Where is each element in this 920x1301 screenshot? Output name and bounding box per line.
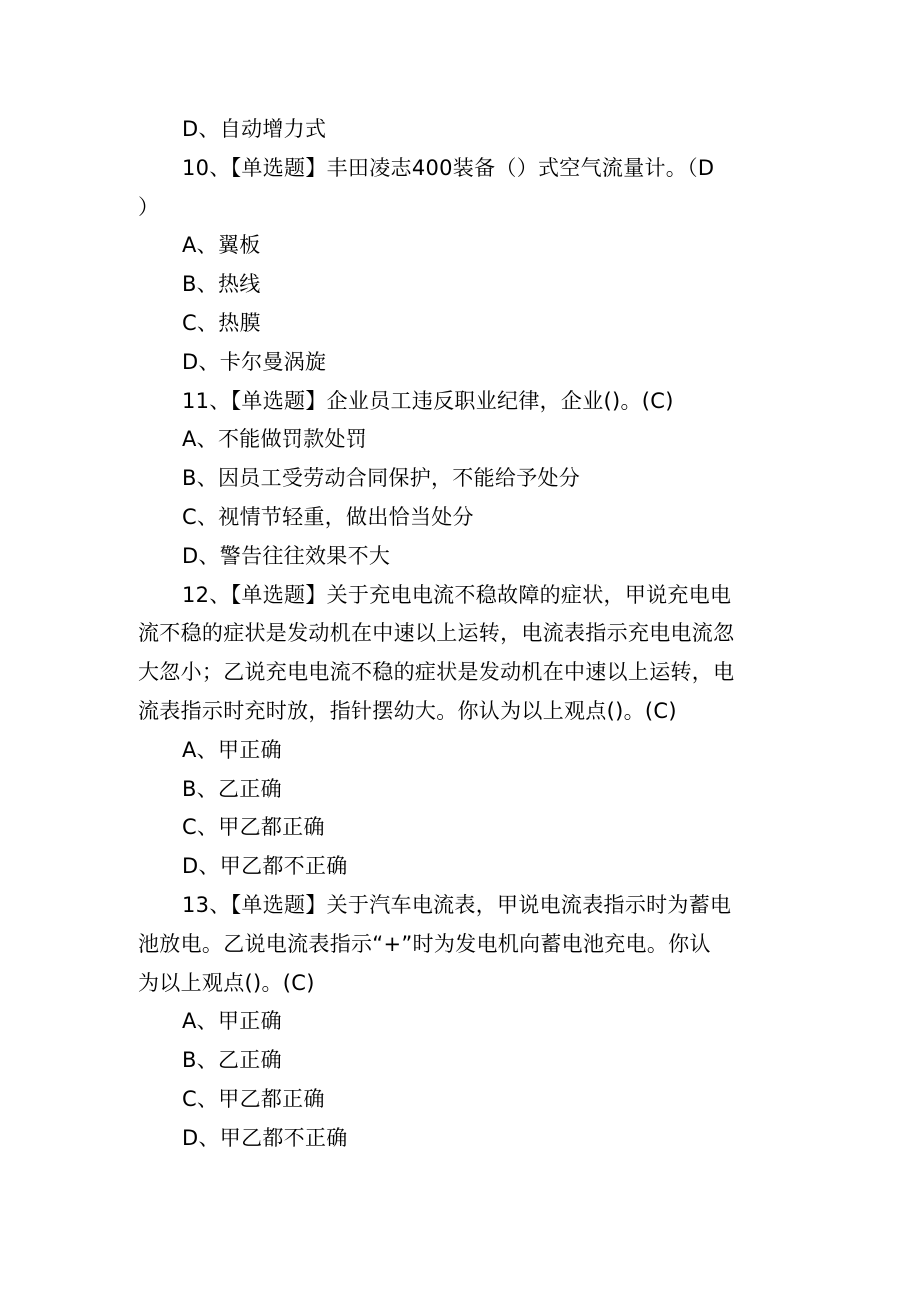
question-line: 13、【单选题】关于汽车电流表，甲说电流表指示时为蓄电 bbox=[182, 892, 732, 917]
question-continuation-line: 流表指示时充时放，指针摆幼大。你认为以上观点()。(C) bbox=[138, 698, 677, 723]
question-line: 12、【单选题】关于充电电流不稳故障的症状，甲说充电电 bbox=[182, 582, 732, 607]
option-line: B、因员工受劳动合同保护，不能给予处分 bbox=[182, 466, 581, 491]
option-line: B、乙正确 bbox=[182, 776, 282, 801]
question-line: 10、【单选题】丰田凌志400装备（）式空气流量计。（D bbox=[182, 155, 715, 180]
option-line: D、甲乙都不正确 bbox=[182, 1125, 348, 1150]
option-line: D、甲乙都不正确 bbox=[182, 854, 348, 879]
question-continuation-line: ） bbox=[138, 194, 160, 219]
option-line: D、自动增力式 bbox=[182, 117, 327, 141]
option-line: C、甲乙都正确 bbox=[182, 815, 325, 840]
question-continuation-line: 为以上观点()。(C) bbox=[138, 970, 315, 995]
question-list bbox=[138, 110, 784, 1158]
option-line: B、乙正确 bbox=[182, 1048, 282, 1073]
question-continuation-line: 流不稳的症状是发动机在中速以上运转，电流表指示充电电流忽 bbox=[138, 621, 735, 646]
option-line: A、翼板 bbox=[182, 233, 261, 258]
question-line: 11、【单选题】企业员工违反职业纪律，企业()。(C) bbox=[182, 388, 674, 413]
option-line: D、卡尔曼涡旋 bbox=[182, 349, 327, 374]
question-continuation-line: 大忽小；乙说充电电流不稳的症状是发动机在中速以上运转，电 bbox=[138, 660, 735, 685]
option-line: D、警告往往效果不大 bbox=[182, 543, 391, 568]
option-line: A、甲正确 bbox=[182, 737, 282, 762]
question-continuation-line: 池放电。乙说电流表指示“+”时为发电机向蓄电池充电。你认 bbox=[138, 931, 711, 956]
option-line: A、不能做罚款处罚 bbox=[182, 427, 368, 452]
option-line: C、视情节轻重，做出恰当处分 bbox=[182, 504, 474, 529]
option-line: C、甲乙都正确 bbox=[182, 1086, 325, 1111]
option-line: A、甲正确 bbox=[182, 1009, 282, 1034]
option-line: B、热线 bbox=[182, 272, 261, 297]
option-line: C、热膜 bbox=[182, 310, 261, 335]
